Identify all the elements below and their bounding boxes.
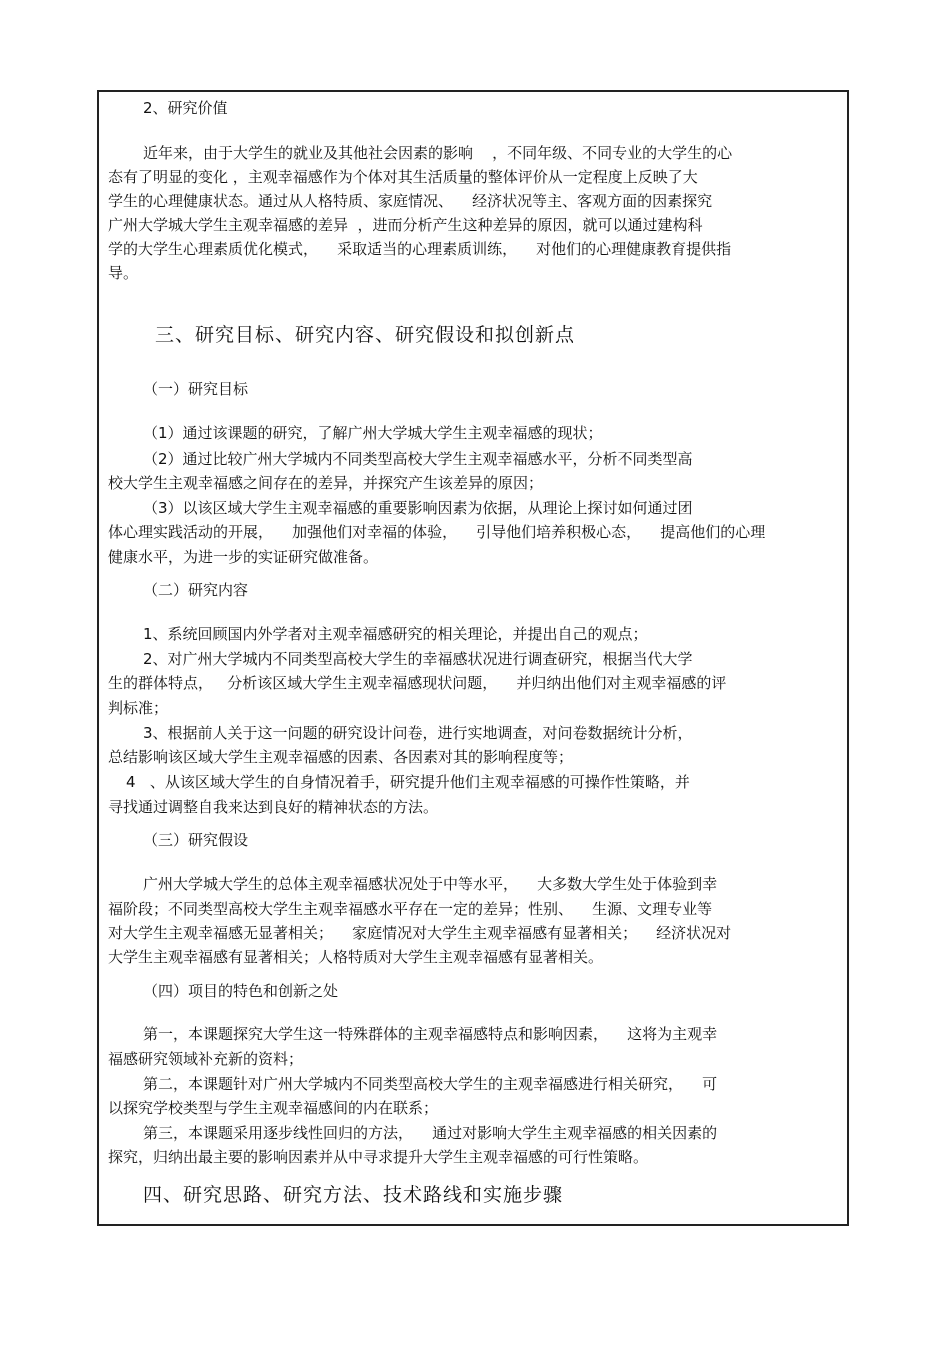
hypothesis-heading: （三）研究假设	[143, 831, 249, 849]
innovation-line-3: 第二，本课题针对广州大学城内不同类型高校大学生的主观幸福感进行相关研究， 可	[143, 1075, 718, 1093]
content-line-2: 2、对广州大学城内不同类型高校大学生的幸福感状况进行调查研究，根据当代大学	[143, 650, 693, 668]
content-line-3: 生的群体特点， 分析该区域大学生主观幸福感现状问题， 并归纳出他们对主观幸福感的评	[108, 674, 727, 692]
innovation-line-1: 第一，本课题探究大学生这一特殊群体的主观幸福感特点和影响因素， 这将为主观幸	[143, 1025, 718, 1043]
section2-line-2: 态有了明显的变化 ，主观幸福感作为个体对其生活质量的整体评价从一定程度上反映了大	[108, 168, 698, 186]
innovation-heading: （四）项目的特色和创新之处	[143, 982, 339, 1000]
goal-heading: （一）研究目标	[143, 380, 249, 398]
section2-heading: 2、研究价值	[143, 99, 228, 117]
content-line-6: 总结影响该区域大学生主观幸福感的因素、各因素对其的影响程度等；	[108, 748, 574, 766]
innovation-line-4: 以探究学校类型与学生主观幸福感间的内在联系；	[108, 1099, 439, 1117]
section4-heading: 四、研究思路、研究方法、技术路线和实施步骤	[143, 1184, 564, 1206]
goal-line-3: 校大学生主观幸福感之间存在的差异，并探究产生该差异的原因；	[108, 474, 544, 492]
section3-heading: 三、研究目标、研究内容、研究假设和拟创新点	[155, 324, 576, 346]
section2-line-6: 导。	[108, 264, 139, 282]
hypothesis-line-2: 福阶段；不同类型高校大学生主观幸福感水平存在一定的差异；性别、 生源、文理专业等	[108, 900, 713, 918]
goal-line-1: （1）通过该课题的研究，了解广州大学城大学生主观幸福感的现状；	[143, 424, 603, 442]
content-line-8: 寻找通过调整自我来达到良好的精神状态的方法。	[108, 798, 439, 816]
content-line-7: 4 、从该区域大学生的自身情况着手，研究提升他们主观幸福感的可操作性策略，并	[126, 773, 690, 791]
goal-line-5: 体心理实践活动的开展， 加强他们对幸福的体验， 引导他们培养积极心态， 提高他们的心理	[108, 523, 766, 541]
content-line-4: 判标准；	[108, 699, 169, 717]
innovation-line-5: 第三，本课题采用逐步线性回归的方法， 通过对影响大学生主观幸福感的相关因素的	[143, 1124, 718, 1142]
hypothesis-line-3: 对大学生主观幸福感无显著相关； 家庭情况对大学生主观幸福感有显著相关； 经济状况对	[108, 924, 732, 942]
goal-line-6: 健康水平，为进一步的实证研究做准备。	[108, 548, 379, 566]
content-line-5: 3、根据前人关于这一问题的研究设计问卷，进行实地调查，对问卷数据统计分析，	[143, 724, 693, 742]
section2-line-1: 近年来，由于大学生的就业及其他社会因素的影响 ，不同年级、不同专业的大学生的心	[143, 144, 733, 162]
hypothesis-line-1: 广州大学城大学生的总体主观幸福感状况处于中等水平， 大多数大学生处于体验到幸	[143, 875, 718, 893]
section2-line-5: 学的大学生心理素质优化模式， 采取适当的心理素质训练， 对他们的心理健康教育提供指	[108, 240, 732, 258]
innovation-line-2: 福感研究领域补充新的资料；	[108, 1050, 304, 1068]
content-heading: （二）研究内容	[143, 581, 249, 599]
section2-line-3: 学生的心理健康状态。通过从人格特质、家庭情况、 经济状况等主、客观方面的因素探究	[108, 192, 713, 210]
goal-line-2: （2）通过比较广州大学城内不同类型高校大学生主观幸福感水平，分析不同类型高	[143, 450, 693, 468]
content-line-1: 1、系统回顾国内外学者对主观幸福感研究的相关理论，并提出自己的观点；	[143, 625, 648, 643]
goal-line-4: （3）以该区域大学生主观幸福感的重要影响因素为依据，从理论上探讨如何通过团	[143, 499, 693, 517]
hypothesis-line-4: 大学生主观幸福感有显著相关；人格特质对大学生主观幸福感有显著相关。	[108, 948, 604, 966]
section2-line-4: 广州大学城大学生主观幸福感的差异 ，进而分析产生这种差异的原因，就可以通过建构科	[108, 216, 703, 234]
innovation-line-6: 探究，归纳出最主要的影响因素并从中寻求提升大学生主观幸福感的可行性策略。	[108, 1148, 649, 1166]
